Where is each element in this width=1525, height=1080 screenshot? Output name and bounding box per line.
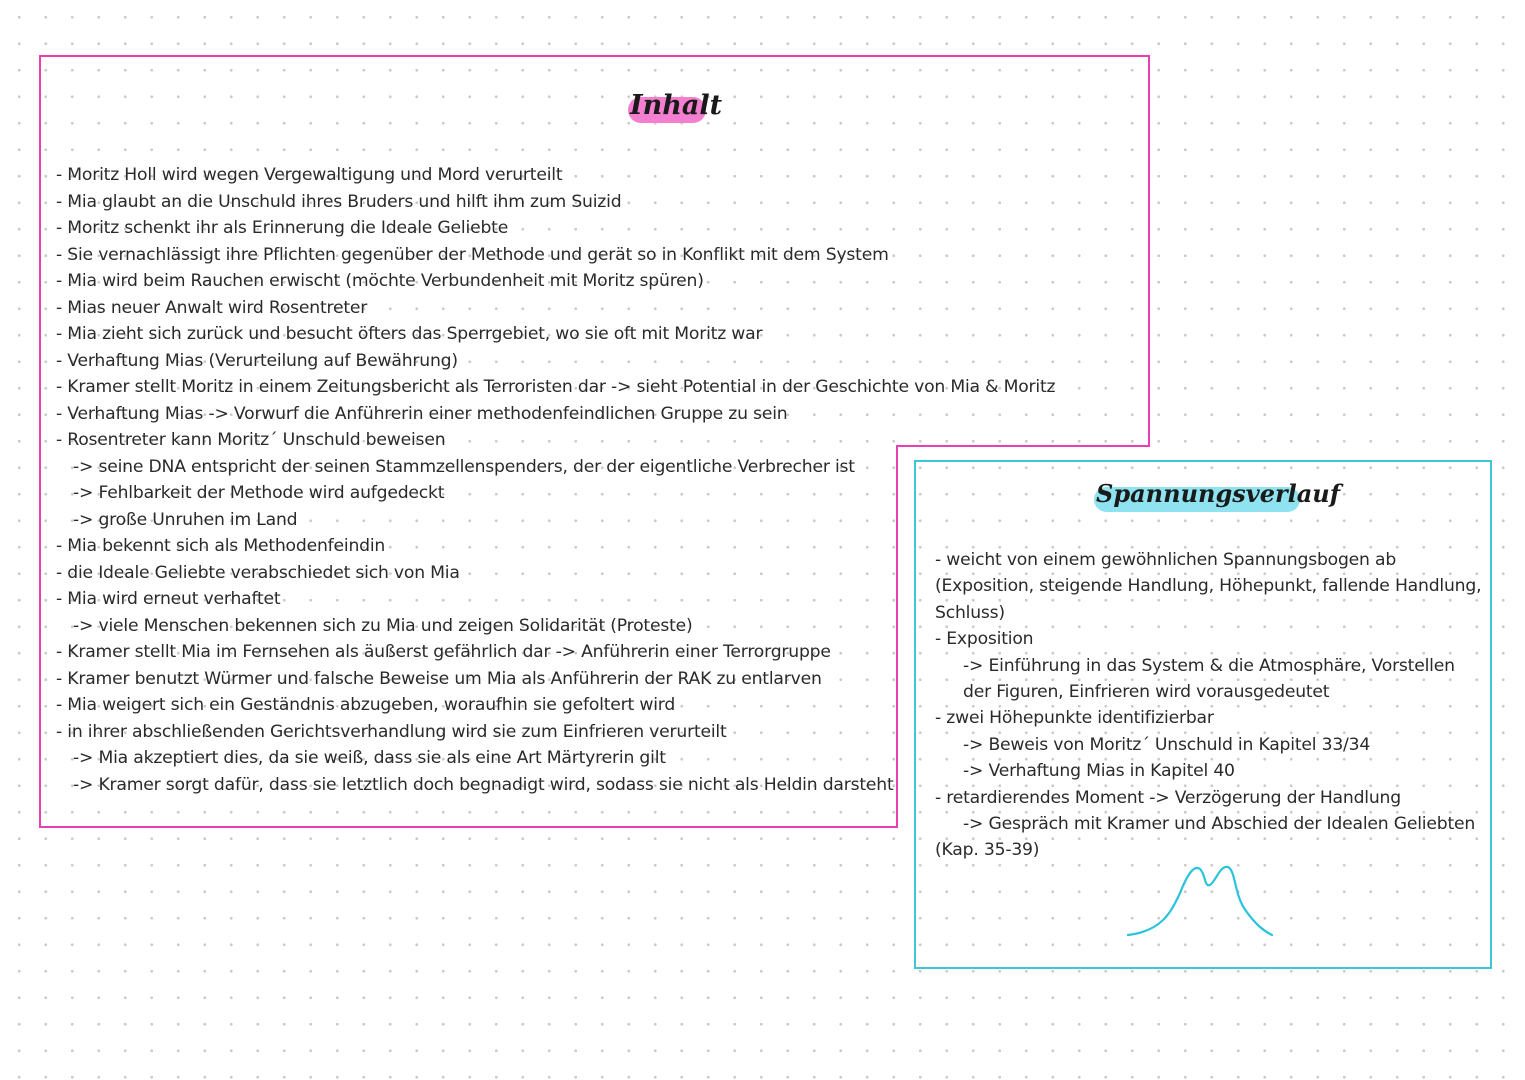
inhalt-line: - Kramer benutzt Würmer und falsche Beweise um Mia als Anführerin der RAK zu entlarven [56,668,822,689]
inhalt-title: Inhalt [630,90,723,121]
inhalt-line: - Mia weigert sich ein Geständnis abzugeben, woraufhin sie gefoltert wird [56,695,676,715]
spannungsverlauf-list [935,547,1481,864]
inhalt-line: - Mia wird erneut verhaftet [56,589,281,609]
inhalt-line: - Sie vernachlässigt ihre Pflichten gegenüber der Methode und gerät so in Konflikt mit dem System [56,244,889,265]
spannungsverlauf-title: Spannungsverlauf [1096,479,1341,508]
spannungsverlauf-line: - retardierendes Moment -> Verzögerung der Handlung [935,787,1401,808]
inhalt-line: - Kramer stellt Mia im Fernsehen als äußerst gefährlich dar -> Anführerin einer Terrorgruppe [56,642,831,662]
inhalt-line: -> Mia akzeptiert dies, da sie weiß, dass sie als eine Art Märtyrerin gilt [73,748,666,768]
spannungsverlauf-line: -> Gespräch mit Kramer und Abschied der Idealen Geliebten [963,813,1476,834]
inhalt-line: - Moritz Holl wird wegen Vergewaltigung und Mord verurteilt [56,165,563,185]
inhalt-line: - die Ideale Geliebte verabschiedet sich von Mia [56,562,460,583]
inhalt-line: - Mia wird beim Rauchen erwischt (möchte Verbundenheit mit Moritz spüren) [56,271,704,291]
inhalt-line: -> seine DNA entspricht der seinen Stammzellenspenders, der der eigentliche Verbrecher ist [73,456,855,477]
spannungsverlauf-line: -> Verhaftung Mias in Kapitel 40 [963,761,1235,782]
inhalt-line: -> viele Menschen bekennen sich zu Mia und zeigen Solidarität (Proteste) [73,615,693,636]
spannungsverlauf-line: -> Beweis von Moritz´ Unschuld in Kapitel 33/34 [963,734,1371,755]
spannungsverlauf-line: - zwei Höhepunkte identifizierbar [935,708,1214,729]
double-peak-curve-icon [1120,855,1280,945]
spannungsverlauf-line: -> Einführung in das System & die Atmosphäre, Vorstellen [963,655,1455,676]
inhalt-line: - Mia zieht sich zurück und besucht öfters das Sperrgebiet, wo sie oft mit Moritz war [56,324,763,344]
inhalt-line: -> Kramer sorgt dafür, dass sie letztlich doch begnadigt wird, sodass sie nicht als Heldin darsteht [73,774,894,795]
inhalt-line: -> Fehlbarkeit der Methode wird aufgedeckt [73,483,445,503]
inhalt-line: - Mias neuer Anwalt wird Rosentreter [56,297,368,318]
spannungsverlauf-line: der Figuren, Einfrieren wird vorausgedeutet [963,681,1330,702]
inhalt-line: - in ihrer abschließenden Gerichtsverhandlung wird sie zum Einfrieren verurteilt [56,721,727,742]
inhalt-line: - Verhaftung Mias (Verurteilung auf Bewährung) [56,350,458,371]
spannungsverlauf-line: - weicht von einem gewöhnlichen Spannungsbogen ab [935,550,1397,570]
spannungsverlauf-line: Schluss) [935,602,1005,623]
inhalt-list [56,162,1055,798]
inhalt-line: - Verhaftung Mias -> Vorwurf die Anführerin einer methodenfeindlichen Gruppe zu sein [56,403,788,424]
inhalt-line: - Kramer stellt Moritz in einem Zeitungsbericht als Terroristen dar -> sieht Potential in der Geschichte von Mia & Moritz [56,377,1056,397]
spannungsverlauf-line: - Exposition [935,629,1034,650]
inhalt-line: - Moritz schenkt ihr als Erinnerung die Ideale Geliebte [56,218,509,238]
spannungsverlauf-line: (Kap. 35-39) [935,840,1040,861]
inhalt-line: - Rosentreter kann Moritz´ Unschuld beweisen [56,430,446,450]
spannungsverlauf-line: (Exposition, steigende Handlung, Höhepunkt, fallende Handlung, [935,576,1482,597]
inhalt-line: - Mia bekennt sich als Methodenfeindin [56,536,386,556]
inhalt-line: -> große Unruhen im Land [73,509,298,530]
inhalt-line: - Mia glaubt an die Unschuld ihres Bruders und hilft ihm zum Suizid [56,191,622,212]
